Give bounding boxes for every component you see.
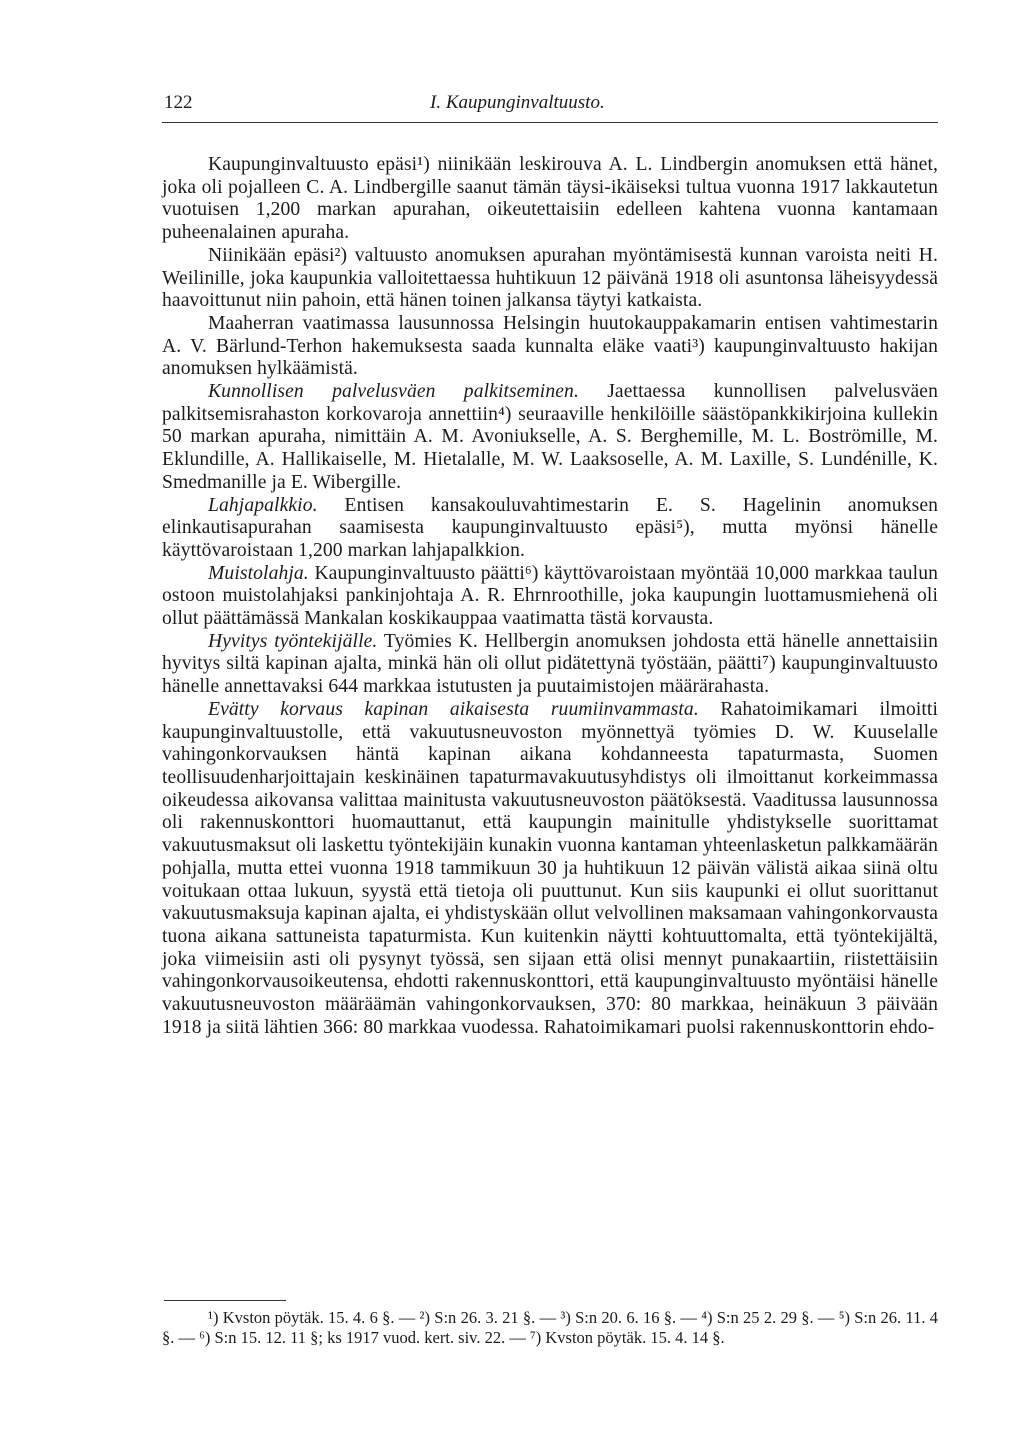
paragraph-text: Kaupunginvaltuusto epäsi¹) niinikään leskirouva A. L. Lindbergin anomuksen että hänet, joka oli pojalleen C. A. Lindbergille saanut tämän täysi-ikäiseksi tultua vuonna 1917 lakkautetun vuotuisen 1,200 markan apurahan, oikeutettaisiin edelleen kahtena vuonna kantamaan puheenalainen apuraha. bbox=[162, 154, 938, 244]
paragraph-text: Entisen kansakouluvahtimestarin E. S. Hagelinin anomuksen elinkautisapurahan saamisesta kaupunginvaltuusto epäsi⁵), mutta myönsi hänelle käyttövaroistaan 1,200 markan lahjapalkkion. bbox=[162, 494, 939, 561]
chapter-title: I. Kaupunginvaltuusto. bbox=[430, 92, 605, 113]
paragraph bbox=[162, 381, 938, 495]
footnote-text: ¹) Kvston pöytäk. 15. 4. 6 §. — ²) S:n 26. 3. 21 §. — ³) S:n 20. 6. 16 §. — ⁴) S:n 25 2. 29 §. — ⁵) S:n 26. 11. 4 §. — ⁶) S:n 15. 12. 11 §; ks 1917 vuod. kert. siv. 22. — ⁷) Kvston pöytäk. 15. 4. 14 §. bbox=[162, 1308, 938, 1347]
paragraph-lead: Kunnollisen palvelusväen palkitseminen. bbox=[208, 381, 579, 403]
paragraph-lead: Muistolahja. bbox=[208, 562, 309, 584]
paragraph-text: Rahatoimikamari ilmoitti kaupunginvaltuustolle, että vakuutusneuvoston myönnettyä työmies D. W. Kuuselalle vahingonkorvauksen häntä kapinan aikana kohdanneesta tapaturmasta, Suomen teollisuudenharjoittajain keskinäinen tapaturmavakuutusyhdistys oli ilmoittanut korkeimmassa oikeudessa aikovansa valittaa mainitusta vakuutusneuvoston päätöksestä. Vaaditussa lausunnossa oli rakennuskonttori huomauttanut, että kaupungin mainitulle yhdistykselle suorittamat vakuutusmaksut oli laskettu työntekijäin kunakin vuonna kantaman yhteenlasketun palkkamäärän pohjalla, mutta ettei vuonna 1918 tammikuun 30 ja huhtikuun 12 päivän välistä aikaa siinä oltu voitukaan ottaa lukuun, syystä että tietoja oli puuttunut. Kun siis kaupunki ei ollut suorittanut vakuutusmaksuja kapinan ajalta, ei yhdistyskään ollut velvollinen maksamaan vahingonkorvausta tuona aikana sattuneista tapaturmista. Kun kuitenkin näytti kohtuuttomalta, että työntekijältä, joka viimeisiin asti oli pysynyt työssä, sen sijaan että olisi mennyt punakaartiin, riistettäisiin vahingonkorvausoikeutensa, ehdotti rakennuskonttori, että kaupunginvaltuusto myöntäisi hänelle vakuutusneuvoston määräämän vahingonkorvauksen, 370: 80 markkaa, heinäkuun 3 päivään 1918 ja siitä lähtien 366: 80 markkaa vuodessa. Rahatoimikamari puolsi rakennuskonttorin ehdo- bbox=[162, 698, 939, 1038]
paragraph-lead: Lahjapalkkio. bbox=[208, 494, 318, 516]
page-number: 122 bbox=[164, 92, 193, 113]
paragraph-text: Maaherran vaatimassa lausunnossa Helsingin huutokauppakamarin entisen vahtimestarin A. V. Bärlund-Terhon hakemuksesta saada kunnalta eläke vaati³) kaupunginvaltuusto hakijan anomuksen hylkäämistä. bbox=[162, 312, 938, 380]
paragraph-lead: Evätty korvaus kapinan aikaisesta ruumiinvammasta. bbox=[208, 698, 699, 720]
paragraph-lead: Hyvitys työntekijälle. bbox=[208, 630, 378, 652]
paragraph-text: Jaettaessa kunnollisen palvelusväen palkitsemisrahaston korkovaroja annettiin⁴) seuraaville henkilöille säästöpankkikirjoina kullekin 50 markan apuraha, nimittäin A. M. Avoniukselle, A. S. Berghemille, M. L. Boströmille, M. Eklundille, A. Hallikaiselle, M. Hietalalle, M. W. Laaksoselle, A. M. Laxille, S. Lundénille, K. Smedmanille ja E. Wibergille. bbox=[162, 381, 938, 493]
paragraph bbox=[162, 495, 938, 563]
paragraph bbox=[162, 631, 938, 699]
paragraph-text: Työmies K. Hellbergin anomuksen johdosta että hänelle annettaisiin hyvitys siltä kapinan ajalta, minkä hän oli ollut pidätettynä työstään, päätti⁷) kaupunginvaltuusto hänelle annettavaksi 644 markkaa istutusten ja puutaimistojen määrärahasta. bbox=[162, 630, 939, 698]
paragraph-text: Niinikään epäsi²) valtuusto anomuksen apurahan myöntämisestä kunnan varoista neiti H. Weilinille, joka kaupunkia valloitettaessa huhtikuun 12 päivänä 1918 oli asuntonsa läheisyydessä haavoittunut niin pahoin, että hänen toinen jalkansa täytyi katkaista. bbox=[162, 244, 938, 312]
paragraph bbox=[162, 563, 938, 631]
footnote-rule bbox=[164, 1300, 286, 1301]
body-text bbox=[162, 154, 938, 1039]
paragraph-text: Kaupunginvaltuusto päätti⁶) käyttövaroistaan myöntää 10,000 markkaa taulun ostoon muistolahjaksi pankinjohtaja A. R. Ehrnroothille, joka kaupungin luottamusmiehenä oli ollut päättämässä Mankalan koskikauppaa vaatimatta tästä korvausta. bbox=[162, 562, 938, 630]
header-rule bbox=[162, 122, 938, 123]
running-header bbox=[162, 92, 938, 122]
document-page bbox=[162, 92, 939, 1038]
paragraph bbox=[162, 699, 938, 1040]
footnotes bbox=[162, 1308, 938, 1348]
paragraph bbox=[162, 154, 938, 245]
paragraph bbox=[162, 313, 938, 381]
paragraph bbox=[162, 245, 938, 313]
